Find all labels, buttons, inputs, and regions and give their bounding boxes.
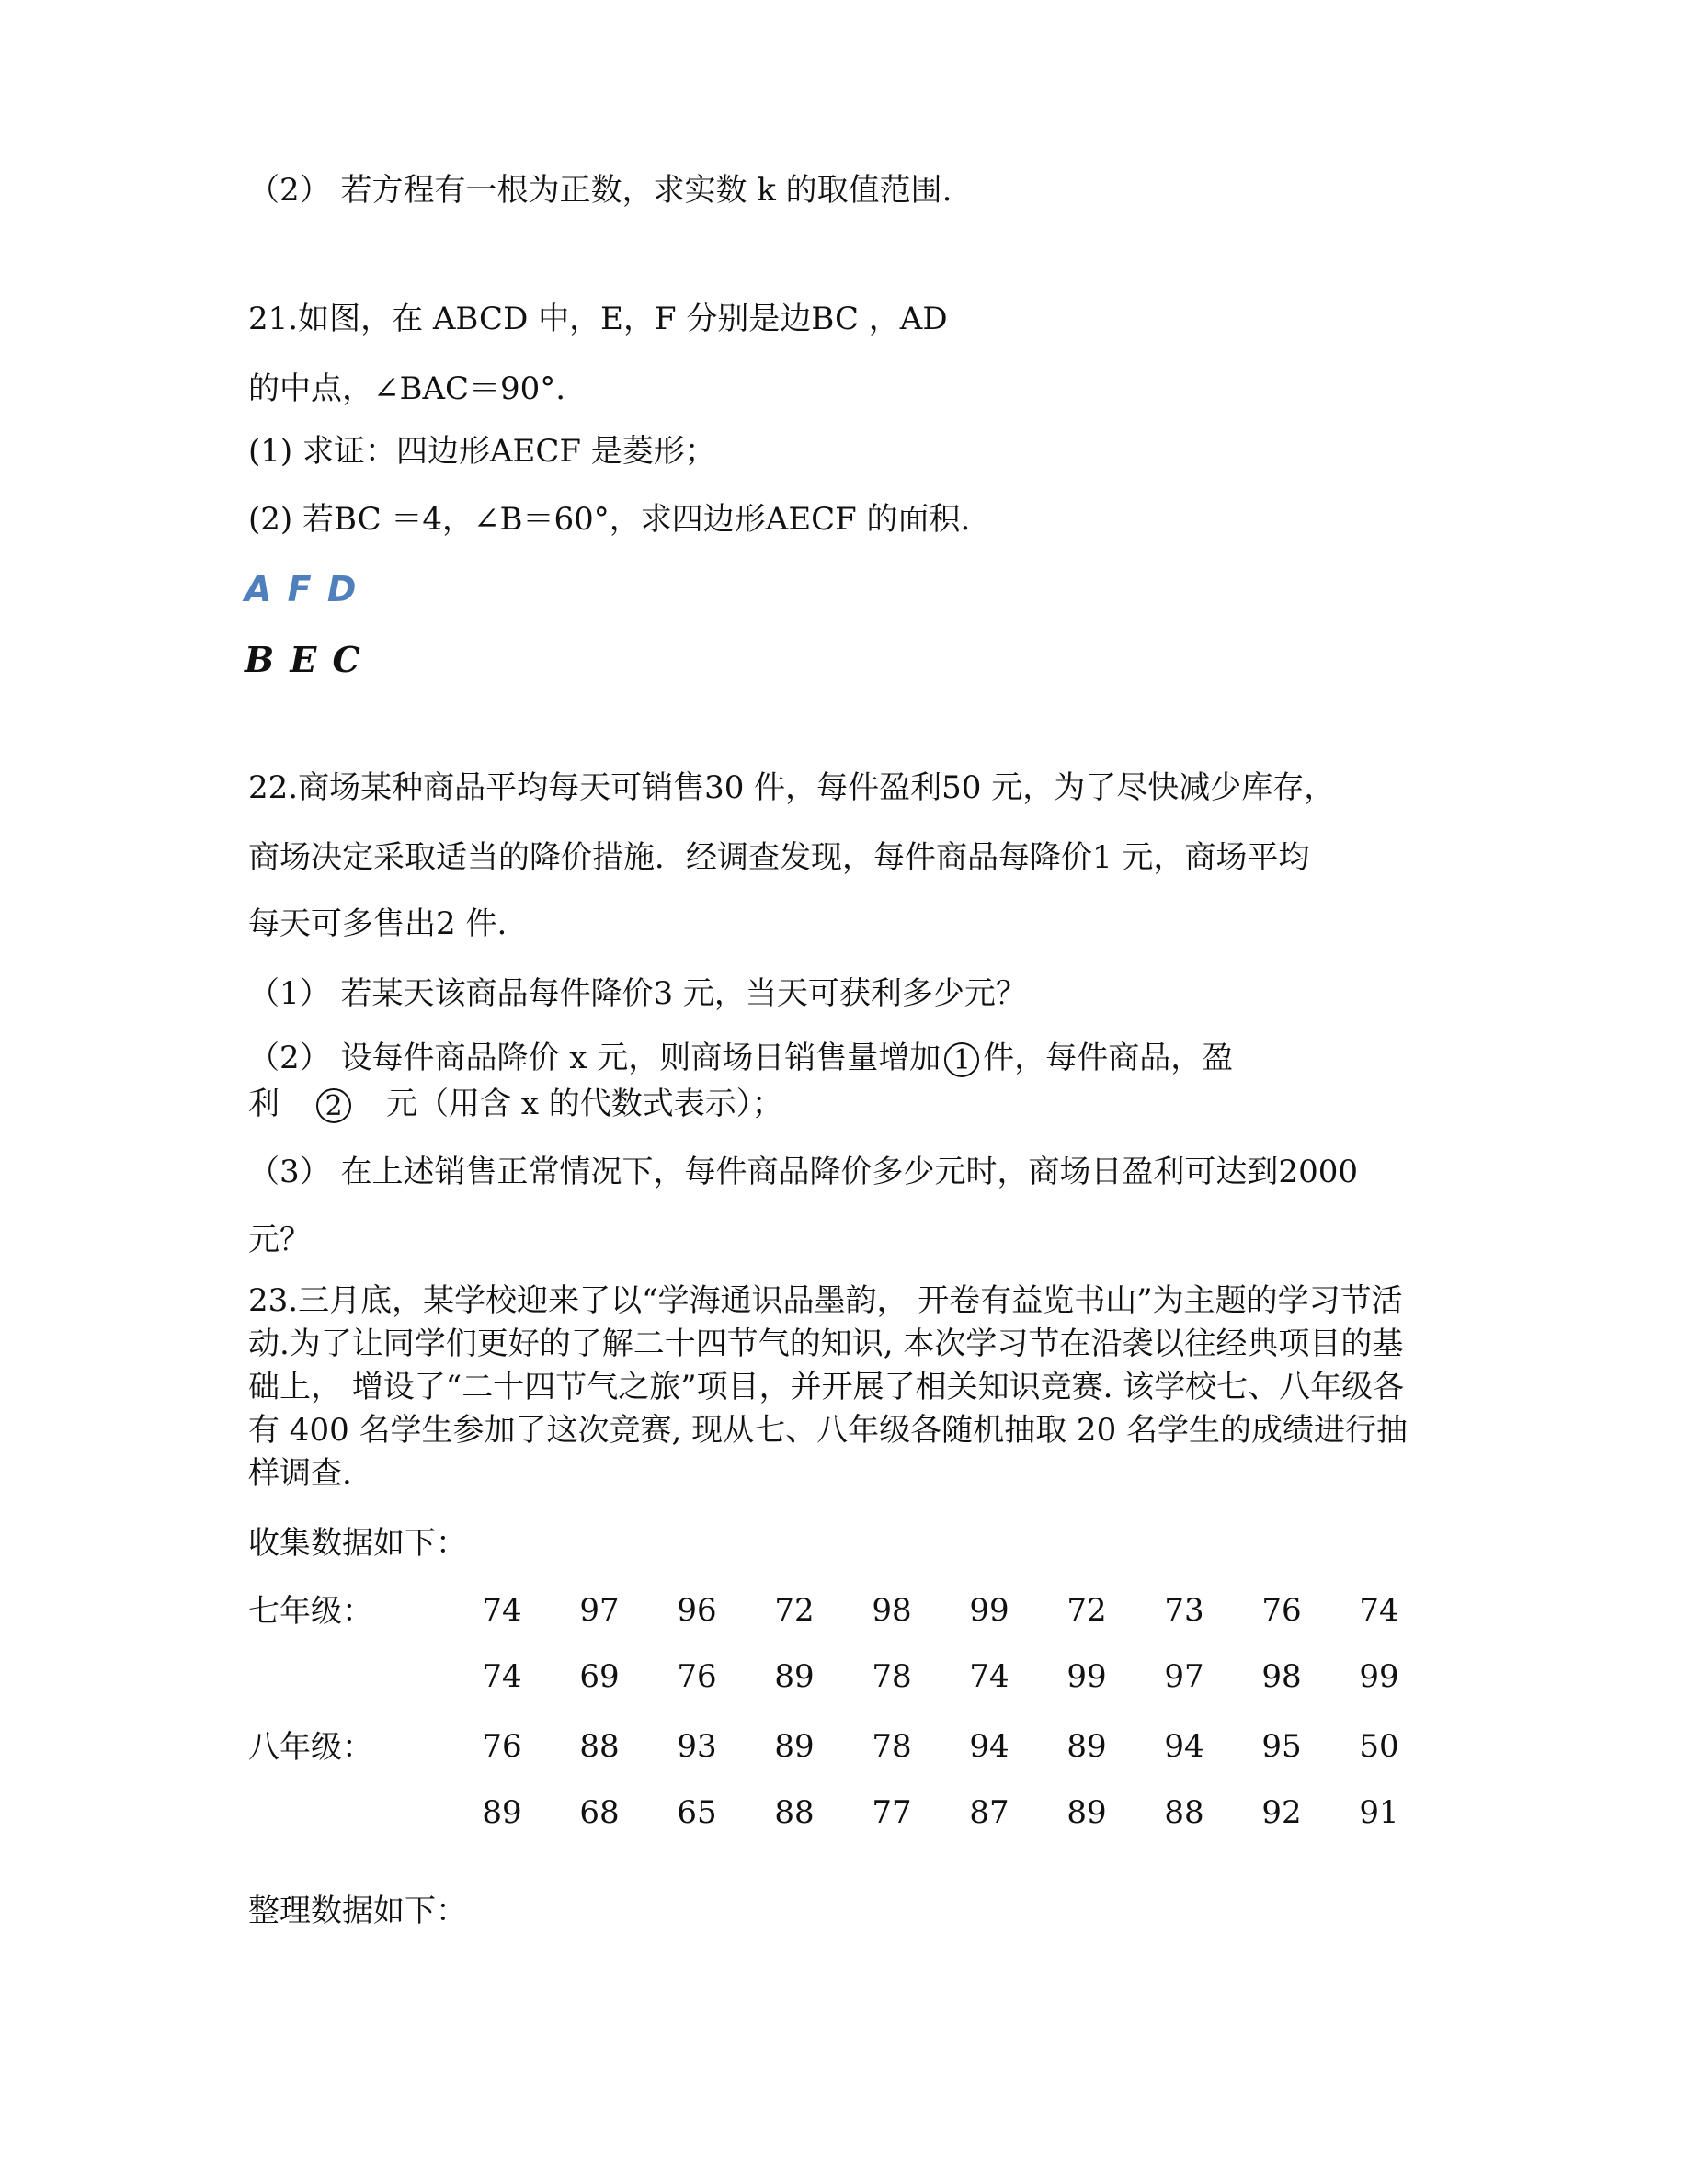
score-cell: 76: [1261, 1592, 1302, 1629]
score-cell: 93: [677, 1728, 717, 1765]
score-cell: 89: [1066, 1794, 1107, 1831]
score-cell: 74: [1359, 1592, 1399, 1629]
q21-figure-bottom-labels: B E C: [245, 639, 362, 680]
q20-part2: （2） 若方程有一根为正数，求实数 k 的取值范围.: [248, 172, 952, 209]
score-cell: 94: [1164, 1728, 1204, 1765]
score-cell: 72: [774, 1592, 815, 1629]
q21-line1: 21.如图，在 ABCD 中，E，F 分别是边BC ，AD: [248, 301, 948, 337]
q21-line2: 的中点，∠BAC＝90°.: [248, 370, 566, 407]
q22-line3: 每天可多售出2 件.: [248, 905, 508, 942]
q22-part3-end: 元？: [248, 1222, 311, 1258]
score-cell: 87: [969, 1794, 1009, 1831]
score-cell: 72: [1066, 1592, 1107, 1629]
score-cell: 78: [872, 1728, 912, 1765]
q22-line2: 商场决定采取适当的降价措施．经调查发现，每件商品每降价1 元，商场平均: [248, 839, 1310, 876]
q23-collect-label: 收集数据如下：: [248, 1525, 467, 1562]
score-cell: 91: [1359, 1794, 1399, 1831]
score-cell: 50: [1359, 1728, 1399, 1765]
score-cell: 74: [482, 1658, 522, 1695]
score-cell: 95: [1261, 1728, 1302, 1765]
q23-paragraph: 23.三月底，某学校迎来了以“学海通识品墨韵， 开卷有益览书山”为主题的学习节活动.为了让同学们更好的了解二十四节气的知识, 本次学习节在沿袭以往经典项目的基础上， 增设了“二十四节气之旅”项目，并开展了相关知识竞赛. 该学校七、八年级各有 400 名学生参加了这次竞赛, 现从七、八年级各随机抽取 20 名学生的成绩进行抽样调查.: [248, 1282, 1409, 1492]
answer-blank-1: 1: [944, 1042, 979, 1077]
answer-blank-2: 2: [316, 1088, 351, 1123]
score-cell: 77: [872, 1794, 912, 1831]
score-cell: 76: [677, 1658, 717, 1695]
q22-part2-line2: [248, 1085, 783, 1124]
score-cell: 89: [774, 1658, 815, 1695]
score-cell: 78: [872, 1658, 912, 1695]
score-cell: 68: [579, 1794, 620, 1831]
q22-part3: （3） 在上述销售正常情况下，每件商品降价多少元时，商场日盈利可达到2000: [248, 1154, 1358, 1190]
grade7-label: 七年级：: [248, 1593, 373, 1630]
score-cell: 99: [969, 1592, 1009, 1629]
q22-part2-text-d: 元（用含 x 的代数式表示）；: [386, 1086, 783, 1122]
q21-figure-top-labels: A F D: [245, 569, 359, 609]
q22-part2-text-a: （2） 设每件商品降价 x 元，则商场日销售量增加: [248, 1040, 941, 1076]
score-cell: 92: [1261, 1794, 1302, 1831]
q22-part2-text-c: 利: [248, 1086, 279, 1122]
score-cell: 88: [579, 1728, 620, 1765]
q22-part2-text-b: 件，每件商品，盈: [983, 1040, 1234, 1076]
score-cell: 98: [1261, 1658, 1302, 1695]
score-cell: 88: [774, 1794, 815, 1831]
q22-part2-line1: [248, 1039, 1233, 1078]
score-cell: 69: [579, 1658, 620, 1695]
score-cell: 65: [677, 1794, 717, 1831]
score-cell: 73: [1164, 1592, 1204, 1629]
score-cell: 99: [1066, 1658, 1107, 1695]
score-cell: 99: [1359, 1658, 1399, 1695]
score-cell: 98: [872, 1592, 912, 1629]
score-cell: 97: [579, 1592, 620, 1629]
score-cell: 94: [969, 1728, 1009, 1765]
q21-part2: (2) 若BC ＝4，∠B＝60°，求四边形AECF 的面积.: [248, 501, 971, 538]
score-cell: 89: [774, 1728, 815, 1765]
grade8-label: 八年级：: [248, 1729, 373, 1766]
score-cell: 97: [1164, 1658, 1204, 1695]
score-cell: 76: [482, 1728, 522, 1765]
q22-line1: 22.商场某种商品平均每天可销售30 件，每件盈利50 元，为了尽快减少库存，: [248, 769, 1336, 806]
score-cell: 74: [482, 1592, 522, 1629]
score-cell: 89: [1066, 1728, 1107, 1765]
score-cell: 74: [969, 1658, 1009, 1695]
q22-part1: （1） 若某天该商品每件降价3 元，当天可获利多少元？: [248, 975, 1027, 1012]
q21-part1: (1) 求证：四边形AECF 是菱形；: [248, 433, 716, 470]
score-cell: 96: [677, 1592, 717, 1629]
score-cell: 88: [1164, 1794, 1204, 1831]
score-cell: 89: [482, 1794, 522, 1831]
q23-organize-label: 整理数据如下：: [248, 1893, 467, 1929]
